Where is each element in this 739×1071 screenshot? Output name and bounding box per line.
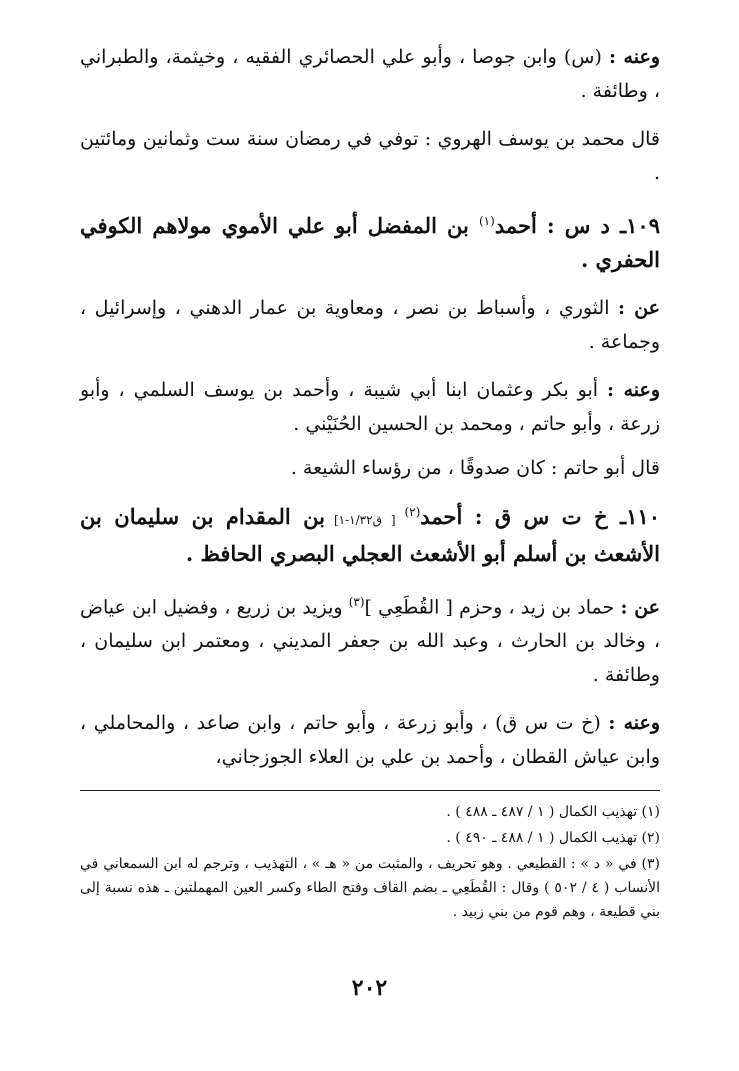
footnote-1: (١) تهذيب الكمال ( ١ / ٤٨٧ ـ ٤٨٨ ) . (446, 804, 660, 820)
entry-109-heading (80, 204, 660, 277)
footnote-3: (٣) في « د » : القطيعي . وهو تحريف ، والمثبت من « هـ » ، التهذيب ، وترجم له ابن السمعاني في الأنساب ( ٤ / ٥٠٢ ) وقال : القُطَعِي ـ بضم القاف وفتح الطاء وكسر العين المهملتين ـ هذه نسبة إلى بني قطيعة ، وهم قوم من بني زبيد . (80, 856, 661, 920)
paragraph-6 (80, 585, 660, 692)
paragraph-text: أبو بكر وعثمان ابنا أبي شيبة ، وأحمد بن يوسف السلمي ، وأبو زرعة ، وأبو حاتم ، ومحمد بن الحسين الحُنَيْني . (80, 379, 660, 435)
page-number: ٢٠٢ (351, 975, 388, 1001)
paragraph-text: قال أبو حاتم : كان صدوقًا ، من رؤساء الشيعة . (290, 457, 660, 479)
lead-word: عن : (620, 596, 660, 619)
entry-head: ١٠٩ـ د س : أحمد (494, 213, 660, 238)
entry-110-heading (80, 495, 660, 571)
footnote-marker: (٣) (348, 595, 365, 609)
paragraph-text: (خ ت س ق) ، وأبو زرعة ، وأبو حاتم ، وابن صاعد ، والمحاملي ، وابن عياش القطان ، وأحمد بن علي بن العلاء الجوزجاني، (80, 712, 660, 769)
paragraph-7 (80, 706, 660, 774)
entry-tail: بن المفضل أبو علي الأموي مولاهم الكوفي الحفري . (80, 213, 660, 272)
footnote-marker: (٢) (404, 505, 421, 519)
lead-word: وعنه : (608, 712, 661, 735)
lead-word: عن : (618, 297, 660, 319)
paragraph-2 (80, 122, 660, 190)
footnote-2: (٢) تهذيب الكمال ( ١ / ٤٨٨ ـ ٤٩٠ ) . (446, 830, 660, 846)
paragraph-text: قال محمد بن يوسف الهروي : توفي في رمضان سنة ست وثمانين ومائتين . (80, 128, 660, 184)
lead-word: وعنه : (608, 46, 660, 68)
paragraph-text-b: ويزيد بن زريع ، وفضيل ابن عياض ، وخالد بن الحارث ، وعبد الله بن جعفر المديني ، ومعتمر ابن سليمان ، وطائفة . (80, 596, 660, 687)
paragraph-5 (80, 451, 660, 485)
footnote-marker: (١) (478, 214, 495, 228)
entry-tail: بن المقدام بن سليمان بن الأشعث بن أسلم أبو الأشعث العجلي البصري الحافظ . (80, 504, 660, 566)
footnote-divider (80, 790, 660, 791)
paragraph-1 (80, 40, 660, 108)
paragraph-text-a: حماد بن زيد ، وحزم [ القُطَعِي ] (364, 596, 621, 619)
lead-word: وعنه : (607, 379, 661, 401)
paragraph-4 (80, 373, 660, 441)
paragraph-3 (80, 291, 660, 359)
entry-head: ١١٠ـ خ ت س ق : أحمد (420, 504, 660, 529)
paragraph-text: (س) وابن جوصا ، وأبو علي الحصائري الفقيه ، وخيثمة، والطبراني ، وطائفة . (80, 46, 660, 102)
manuscript-ref: [ ق١/٣٢-١] (325, 513, 405, 527)
footnotes (80, 800, 660, 926)
paragraph-text: الثوري ، وأسباط بن نصر ، ومعاوية بن عمار الدهني ، وإسرائيل ، وجماعة . (80, 297, 660, 353)
